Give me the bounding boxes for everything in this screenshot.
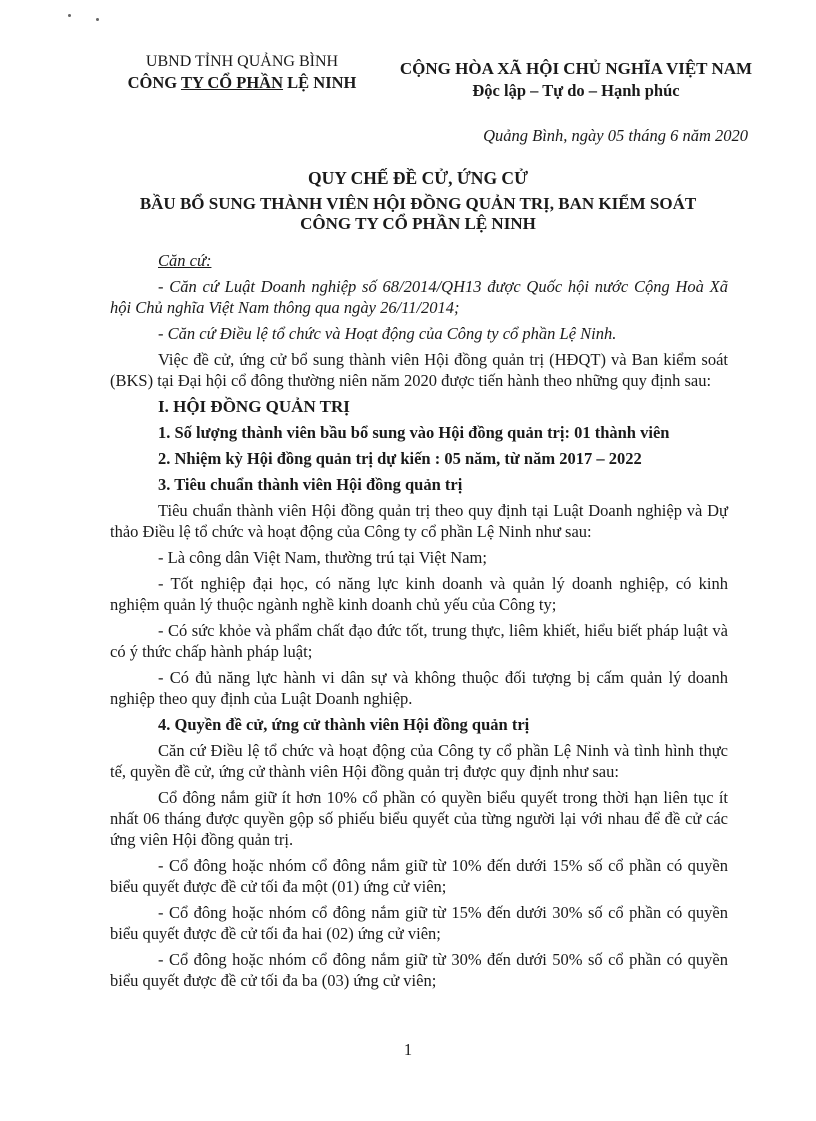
list-item: - Là công dân Việt Nam, thường trú tại Việt Nam; (158, 548, 487, 567)
paragraph: Tiêu chuẩn thành viên Hội đồng quản trị theo quy định tại Luật Doanh nghiệp và Dự thảo Điều lệ tổ chức và hoạt động của Công ty cổ phần Lệ Ninh như sau: (110, 501, 728, 541)
page-number: 1 (403, 1040, 413, 1059)
item-heading-2: 2. Nhiệm kỳ Hội đồng quản trị dự kiến : 05 năm, từ năm 2017 – 2022 (158, 449, 642, 468)
document-date: Quảng Bình, ngày 05 tháng 6 năm 2020 (483, 126, 748, 145)
document-subtitle-company: CÔNG TY CỔ PHẦN LỆ NINH (300, 214, 536, 233)
national-name: CỘNG HÒA XÃ HỘI CHỦ NGHĨA VIỆT NAM (399, 59, 753, 78)
issuer-company: CÔNG TY CỔ PHẦN LỆ NINH (127, 73, 357, 92)
legal-basis-2: - Căn cứ Điều lệ tổ chức và Hoạt động của Công ty cổ phần Lệ Ninh. (158, 324, 617, 343)
paragraph: Căn cứ Điều lệ tổ chức và hoạt động của Công ty cổ phần Lệ Ninh và tình hình thực tế, quyền đề cử, ứng cử thành viên Hội đồng quản trị được quy định như sau: (110, 741, 728, 781)
paragraph: Cổ đông nắm giữ ít hơn 10% cổ phần có quyền biểu quyết trong thời hạn liên tục ít nhất 06 tháng được quyền gộp số phiếu biểu quyết của từng người lại với nhau để đề cử các ứng viên Hội đồng quản trị. (110, 788, 728, 849)
intro-paragraph: Việc đề cử, ứng cử bổ sung thành viên Hội đồng quản trị (HĐQT) và Ban kiểm soát (BKS) tại Đại hội cổ đông thường niên năm 2020 được tiến hành theo những quy định sau: (110, 350, 728, 390)
list-item: - Có sức khỏe và phẩm chất đạo đức tốt, trung thực, liêm khiết, hiểu biết pháp luật và có ý thức chấp hành pháp luật; (110, 621, 728, 661)
item-heading-3: 3. Tiêu chuẩn thành viên Hội đồng quản trị (158, 475, 463, 494)
national-motto: Độc lập – Tự do – Hạnh phúc (472, 81, 680, 100)
item-heading-4: 4. Quyền đề cử, ứng cử thành viên Hội đồng quản trị (158, 715, 530, 734)
scan-speck (96, 18, 99, 21)
document-title: QUY CHẾ ĐỀ CỬ, ỨNG CỬ (307, 168, 529, 188)
scan-speck (68, 14, 71, 17)
section-heading-I: I. HỘI ĐỒNG QUẢN TRỊ (158, 397, 350, 416)
issuer-header (92, 52, 392, 94)
national-header (392, 58, 760, 102)
issuer-authority: UBND TỈNH QUẢNG BÌNH (145, 53, 339, 70)
list-item: - Cổ đông hoặc nhóm cổ đông nắm giữ từ 10% đến dưới 15% số cổ phần có quyền biểu quyết được đề cử tối đa một (01) ứng cử viên; (110, 856, 728, 896)
list-item: - Cổ đông hoặc nhóm cổ đông nắm giữ từ 30% đến dưới 50% số cổ phần có quyền biểu quyết được đề cử tối đa ba (03) ứng cử viên; (110, 950, 728, 990)
list-item: - Cổ đông hoặc nhóm cổ đông nắm giữ từ 15% đến dưới 30% số cổ phần có quyền biểu quyết được đề cử tối đa hai (02) ứng cử viên; (110, 903, 728, 943)
list-item: - Có đủ năng lực hành vi dân sự và không thuộc đối tượng bị cấm quản lý doanh nghiệp theo quy định của Luật Doanh nghiệp. (110, 668, 728, 708)
legal-basis-label: Căn cứ: (158, 251, 212, 270)
list-item: - Tốt nghiệp đại học, có năng lực kinh doanh và quản lý doanh nghiệp, có kinh nghiệm quản lý thuộc ngành nghề kinh doanh chủ yếu của Công ty; (110, 574, 728, 614)
item-heading-1: 1. Số lượng thành viên bầu bổ sung vào Hội đồng quản trị: 01 thành viên (158, 423, 670, 442)
document-body (110, 250, 728, 996)
legal-basis-1: - Căn cứ Luật Doanh nghiệp số 68/2014/QH13 được Quốc hội nước Cộng Hoà Xã hội Chủ nghĩa Việt Nam thông qua ngày 26/11/2014; (110, 277, 728, 317)
document-subtitle: BẦU BỔ SUNG THÀNH VIÊN HỘI ĐỒNG QUẢN TRỊ, BAN KIỂM SOÁT (139, 194, 697, 213)
